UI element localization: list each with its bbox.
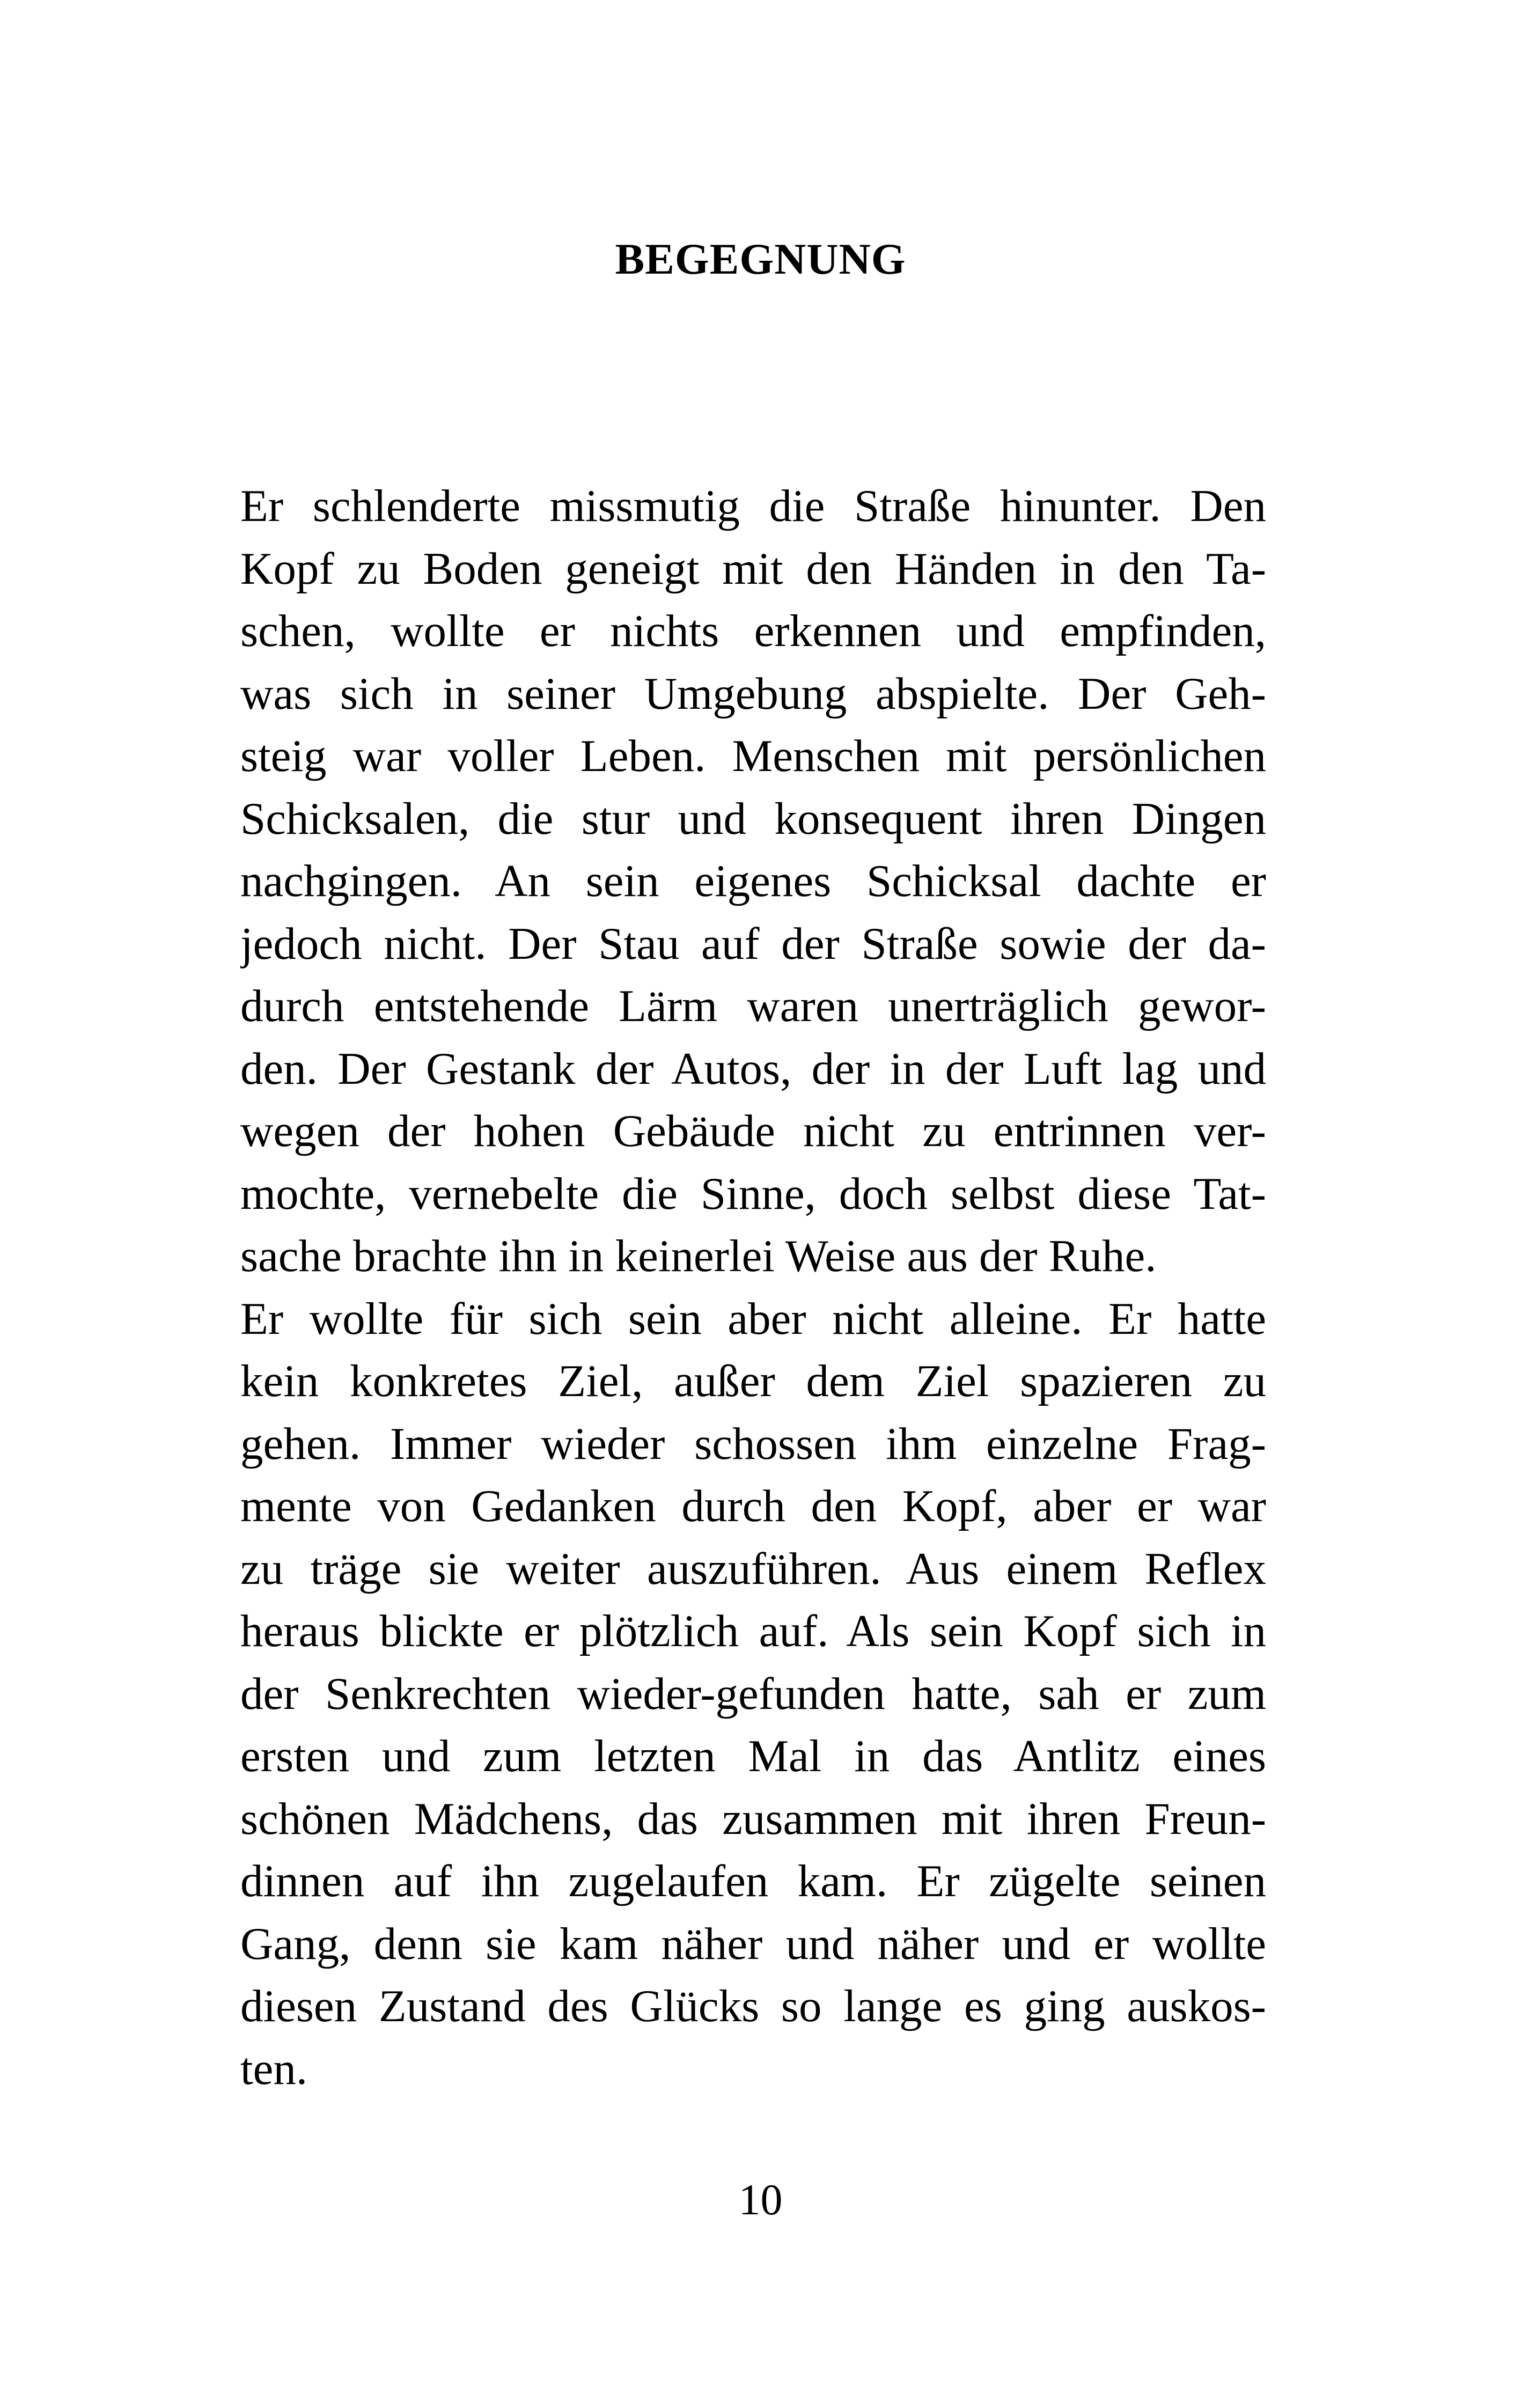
body-text [240, 475, 1266, 2100]
text-line: Kopf zu Boden geneigt mit den Händen in den Ta- [240, 543, 1266, 594]
text-line: nachgingen. An sein eigenes Schicksal dachte er [240, 856, 1266, 906]
text-line: sache brachte ihn in keinerlei Weise aus der Ruhe. [240, 1231, 1157, 1281]
text-line: was sich in seiner Umgebung abspielte. Der Geh- [240, 668, 1266, 719]
text-line: Er wollte für sich sein aber nicht alleine. Er hatte [240, 1293, 1266, 1344]
text-line: wegen der hohen Gebäude nicht zu entrinnen ver- [240, 1106, 1266, 1156]
text-line: heraus blickte er plötzlich auf. Als sein Kopf sich in [240, 1606, 1266, 1656]
text-line: ersten und zum letzten Mal in das Antlitz eines [240, 1731, 1266, 1781]
text-line: kein konkretes Ziel, außer dem Ziel spazieren zu [240, 1356, 1266, 1406]
text-line: mochte, vernebelte die Sinne, doch selbst diese Tat- [240, 1168, 1266, 1219]
text-line: ten. [240, 2043, 308, 2094]
text-line: den. Der Gestank der Autos, der in der Luft lag und [240, 1043, 1266, 1094]
text-line: steig war voller Leben. Menschen mit persönlichen [240, 731, 1266, 781]
text-line: durch entstehende Lärm waren unerträglich gewor- [240, 981, 1266, 1031]
text-line: Gang, denn sie kam näher und näher und er wollte [240, 1918, 1266, 1969]
text-line: mente von Gedanken durch den Kopf, aber er war [240, 1481, 1266, 1531]
text-line: schen, wollte er nichts erkennen und empfinden, [240, 606, 1266, 656]
text-line: der Senkrechten wieder-gefunden hatte, sah er zum [240, 1668, 1266, 1719]
page-number: 10 [738, 2175, 783, 2224]
text-line: diesen Zustand des Glücks so lange es ging auskos- [240, 1981, 1266, 2031]
text-line: Er schlenderte missmutig die Straße hinunter. Den [240, 481, 1266, 531]
chapter-title: BEGEGNUNG [615, 234, 906, 283]
text-line: schönen Mädchens, das zusammen mit ihren Freun- [240, 1793, 1266, 1844]
text-line: dinnen auf ihn zugelaufen kam. Er zügelte seinen [240, 1856, 1266, 1906]
text-line: jedoch nicht. Der Stau auf der Straße sowie der da- [240, 918, 1266, 969]
text-line: gehen. Immer wieder schossen ihm einzelne Frag- [240, 1418, 1266, 1469]
text-line: zu träge sie weiter auszuführen. Aus einem Reflex [240, 1543, 1266, 1594]
text-line: Schicksalen, die stur und konsequent ihren Dingen [240, 793, 1266, 844]
